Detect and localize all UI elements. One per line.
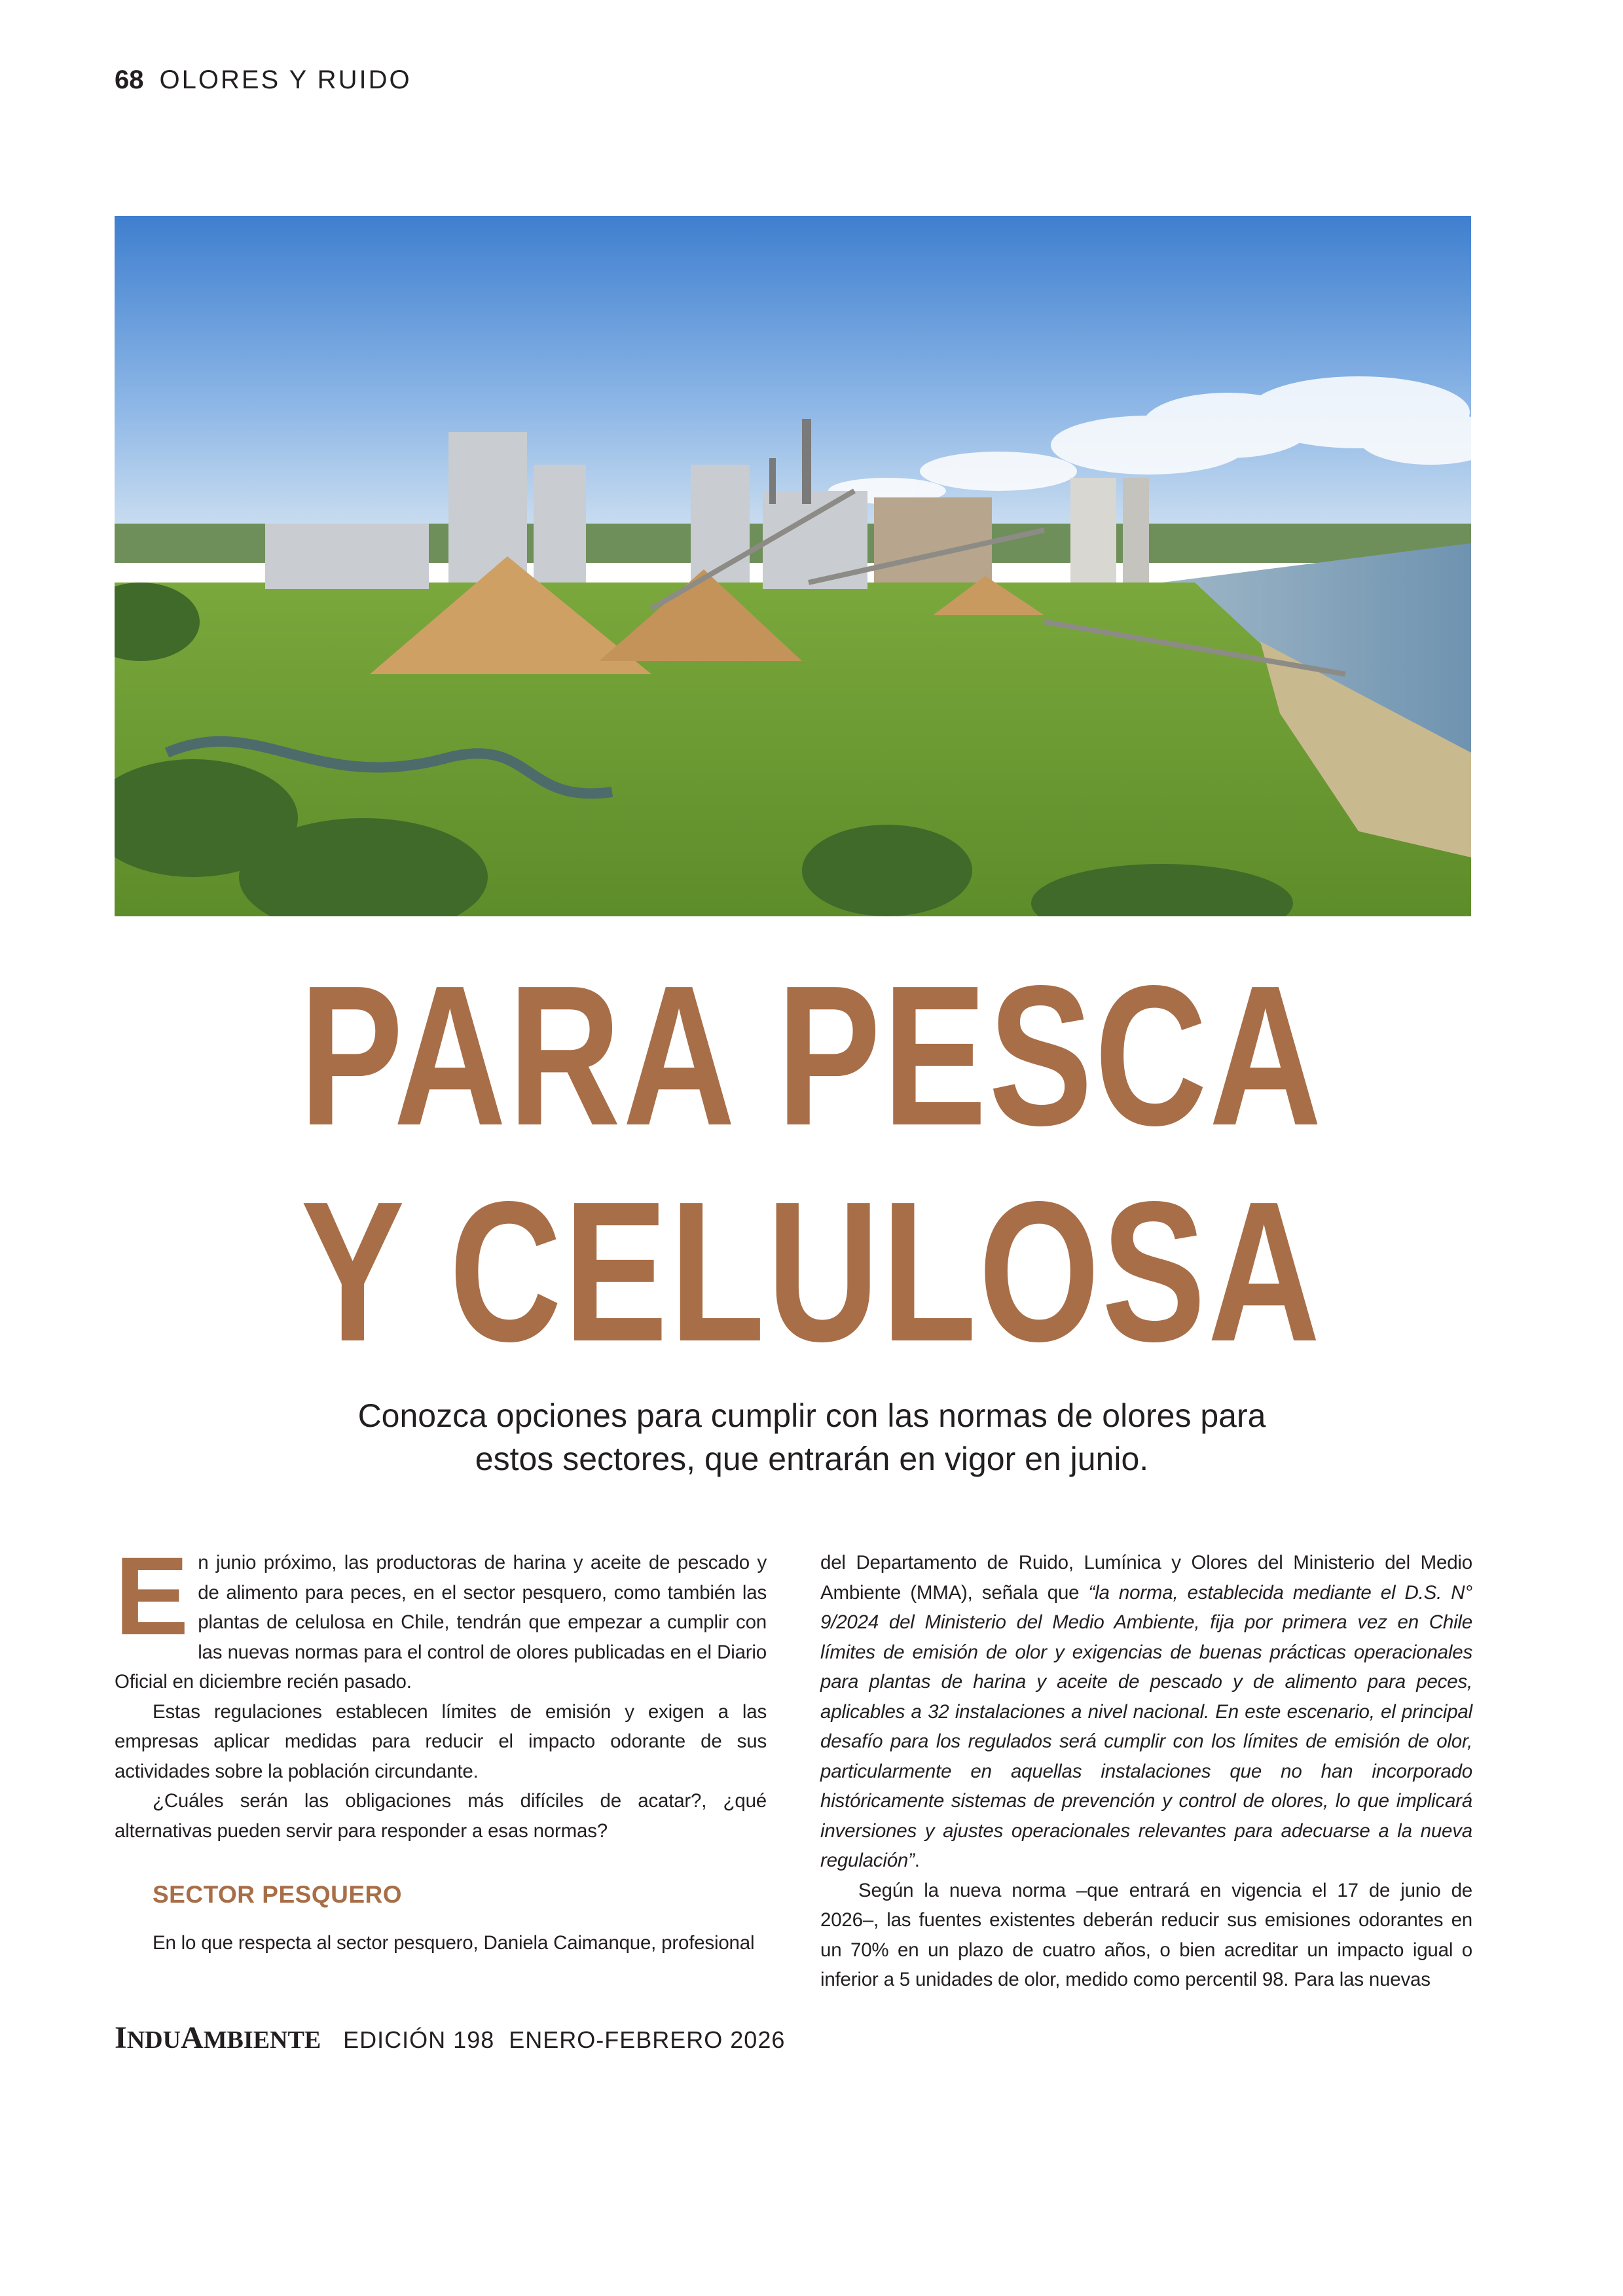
paragraph-text: del Departamento de Ruido, Lumínica y Olores del Ministerio del Medio Ambiente (MMA), señala que <box>820 1552 1472 1604</box>
page-footer <box>115 2020 785 2056</box>
paragraph: Según la nueva norma –que entrará en vigencia el 17 de junio de 2026–, las fuentes existentes deberán reducir sus emisiones odorantes en un 70% en un plazo de cuatro años, o bien acreditar un impacto igual o inferior a 5 unidades de olor, medido como percentil 98. Para las nuevas <box>820 1879 1472 1990</box>
magazine-logo: INDUAMBIENTE <box>115 2020 321 2055</box>
article-column-right <box>820 1548 1472 1995</box>
section-label: OLORES Y RUIDO <box>159 65 412 94</box>
paragraph-end: . <box>914 1850 920 1871</box>
industrial-plant-photo <box>115 216 1471 916</box>
section-subheading: SECTOR PESQUERO <box>153 1881 403 1908</box>
quote-text: “la norma, establecida mediante el D.S. N° 9/2024 del Ministerio del Medio Ambiente, fija por primera vez en Chile límites de emisión de olor y exigencias de buenas prácticas operacionales para plantas de harina y aceite de pescado y de alimento para peces, aplicables a 32 instalaciones a nivel nacional. En este escenario, el principal desafío para los regulados será cumplir con los límites de emisión de olor, particularmente en aquellas instalaciones que no han incorporado históricamente sistemas de prevención y control de olores, lo que implicará inversiones y ajustes operacionales relevantes para adecuarse a la nueva regulación” <box>820 1581 1472 1871</box>
drop-cap: E <box>115 1534 189 1659</box>
edition-label: EDICIÓN 198 <box>343 2026 495 2053</box>
article-column-left <box>115 1534 767 1958</box>
headline-line-1: PARA PESCA <box>299 944 1324 1167</box>
paragraph: Estas regulaciones establecen límites de emisión y exigen a las empresas aplicar medidas para reducir el impacto odorante de sus actividades sobre la población circundante. <box>115 1700 767 1782</box>
page-number: 68 <box>115 65 144 94</box>
deck-subtitle: Conozca opciones para cumplir con las normas de olores para estos sectores, que entrarán en vigor en junio. <box>357 1397 1266 1477</box>
issue-date: ENERO-FEBRERO 2026 <box>509 2026 786 2053</box>
paragraph-text: n junio próximo, las productoras de harina y aceite de pescado y de alimento para peces, en el sector pesquero, como también las plantas de celulosa en Chile, tendrán que empezar a cumplir con las nuevas normas para el control de olores publicadas en el Diario Oficial en diciembre recién pasado. <box>115 1552 767 1693</box>
paragraph <box>820 1548 1472 1876</box>
paragraph: ¿Cuáles serán las obligaciones más difíciles de acatar?, ¿qué alternativas pueden servir para responder a esas normas? <box>115 1790 767 1842</box>
paragraph <box>115 1534 767 1697</box>
running-header <box>115 65 412 95</box>
paragraph: En lo que respecta al sector pesquero, Daniela Caimanque, profesional <box>153 1931 755 1954</box>
headline-line-2: Y CELULOSA <box>301 1160 1322 1383</box>
